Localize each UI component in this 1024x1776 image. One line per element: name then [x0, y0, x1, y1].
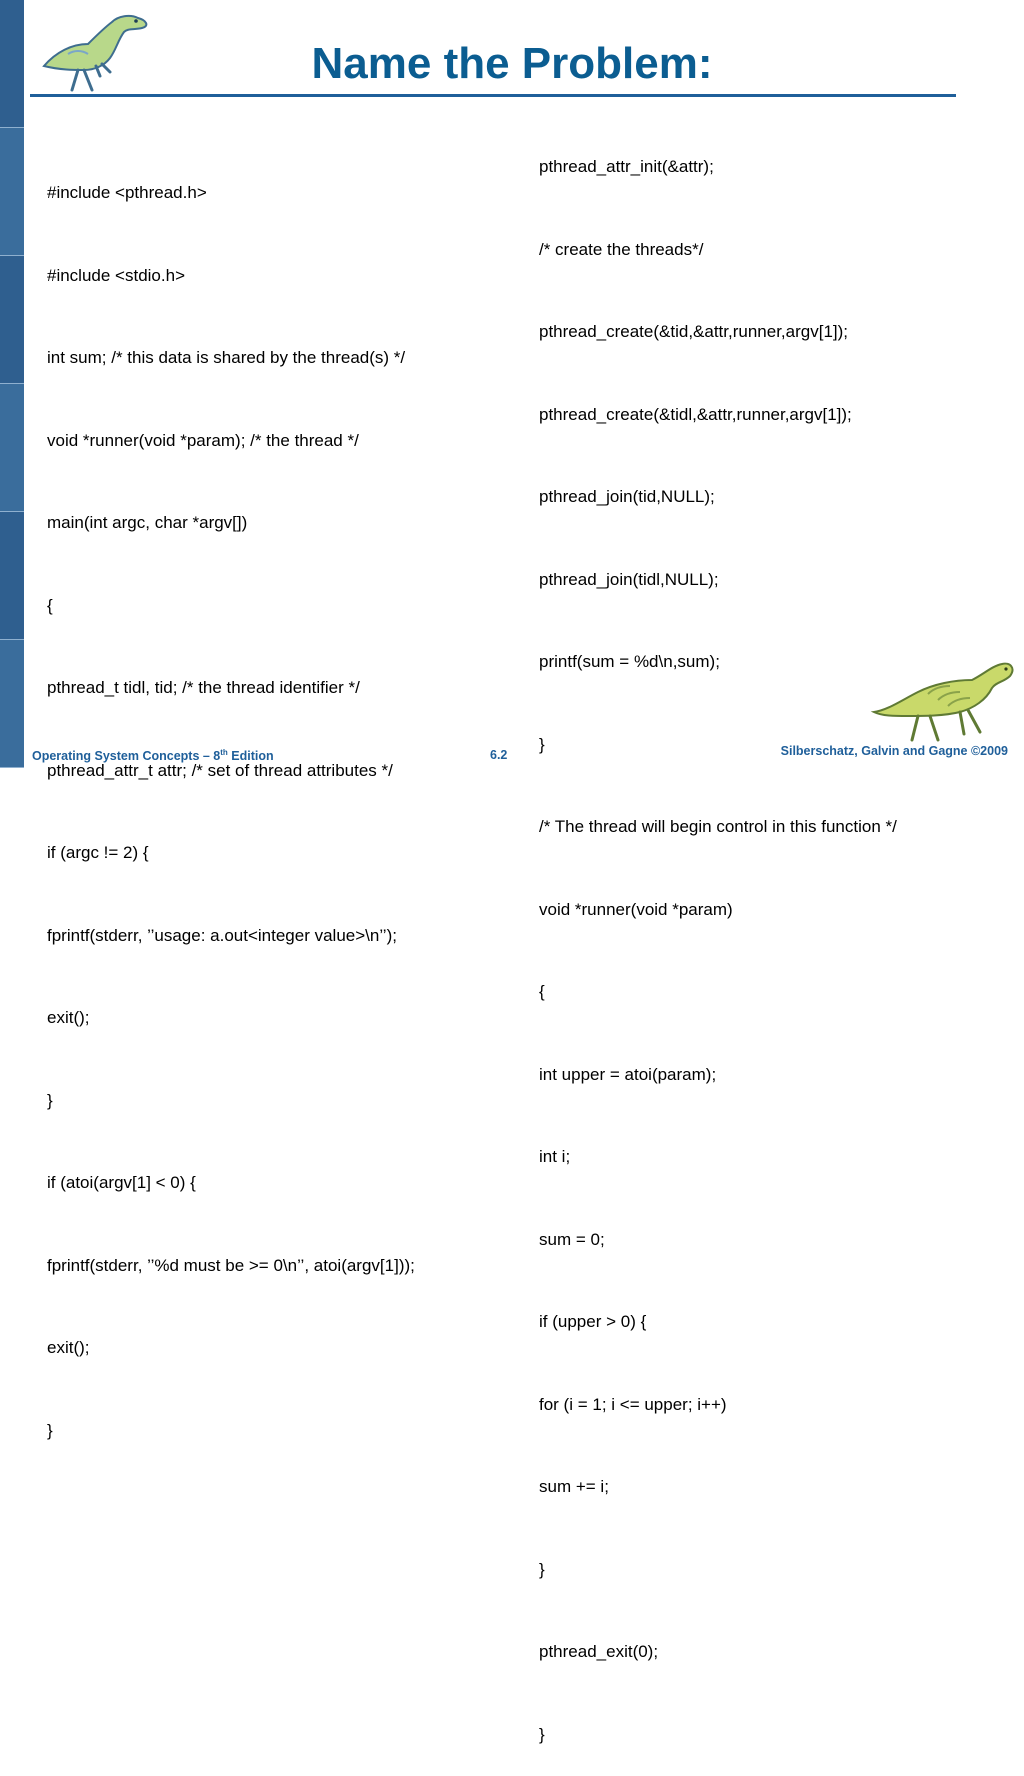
code-line: sum += i; — [539, 1477, 609, 1496]
footer — [0, 742, 1024, 768]
code-line: exit(); — [47, 1338, 90, 1357]
code-line: int i; — [539, 1147, 571, 1166]
footer-book-title-text: Operating System Concepts – 8 — [32, 749, 221, 764]
footer-edition-text: Edition — [227, 749, 274, 764]
code-line: fprintf(stderr, ’’%d must be >= 0\n’’, atoi(argv[1])); — [47, 1255, 415, 1275]
code-line: pthread_attr_t attr; /* set of thread attributes */ — [47, 760, 393, 780]
code-line: printf(sum = %d\n,sum); — [539, 652, 720, 671]
code-column-left — [47, 124, 415, 1472]
code-line: pthread_exit(0); — [539, 1642, 659, 1661]
sidebar-band — [0, 384, 24, 512]
footer-copyright: Silberschatz, Galvin and Gagne ©2009 — [780, 744, 1008, 758]
footer-book-title — [32, 748, 274, 763]
code-line: #include <stdio.h> — [47, 265, 185, 285]
footer-edition-superscript: th — [220, 748, 228, 757]
code-line: main(int argc, char *argv[]) — [47, 513, 248, 532]
code-line: } — [539, 734, 545, 754]
code-line: int sum; /* this data is shared by the thread(s) */ — [47, 348, 406, 367]
code-line: /* The thread will begin control in this function */ — [539, 817, 897, 836]
code-line: pthread_join(tid,NULL); — [539, 487, 715, 506]
code-line: #include <pthread.h> — [47, 183, 207, 202]
code-column-right — [539, 98, 897, 1776]
dinosaur-bottom-icon — [868, 660, 1018, 744]
code-line: { — [47, 595, 53, 615]
title-rule — [30, 94, 956, 97]
code-line: for (i = 1; i <= upper; i++) — [539, 1394, 727, 1414]
code-line: void *runner(void *param); /* the thread */ — [47, 430, 359, 450]
code-line: pthread_attr_init(&attr); — [539, 157, 714, 176]
code-line: if (argc != 2) { — [47, 843, 149, 862]
code-line: } — [539, 1724, 545, 1744]
sidebar-band — [0, 256, 24, 384]
code-line: } — [47, 1090, 53, 1110]
code-line: pthread_join(tidl,NULL); — [539, 569, 719, 589]
sidebar-band — [0, 512, 24, 640]
sidebar-band — [0, 128, 24, 256]
code-line: pthread_create(&tid,&attr,runner,argv[1]); — [539, 322, 849, 341]
code-line: int upper = atoi(param); — [539, 1064, 717, 1084]
code-line: if (upper > 0) { — [539, 1312, 647, 1331]
sidebar-stripe — [0, 0, 24, 768]
code-line: fprintf(stderr, ’’usage: a.out<integer value>\n’’); — [47, 925, 397, 945]
code-line: exit(); — [47, 1008, 90, 1027]
code-line: if (atoi(argv[1] < 0) { — [47, 1173, 196, 1192]
code-line: pthread_create(&tidl,&attr,runner,argv[1]); — [539, 404, 852, 424]
code-line: pthread_t tidl, tid; /* the thread identifier */ — [47, 678, 360, 697]
slide-title: Name the Problem: — [311, 39, 713, 88]
code-line: { — [539, 982, 545, 1001]
code-line: sum = 0; — [539, 1229, 605, 1249]
code-line: } — [47, 1420, 53, 1440]
code-line: /* create the threads*/ — [539, 239, 704, 259]
code-line: } — [539, 1559, 545, 1579]
footer-page-number: 6.2 — [490, 748, 508, 762]
code-line: void *runner(void *param) — [539, 899, 733, 919]
